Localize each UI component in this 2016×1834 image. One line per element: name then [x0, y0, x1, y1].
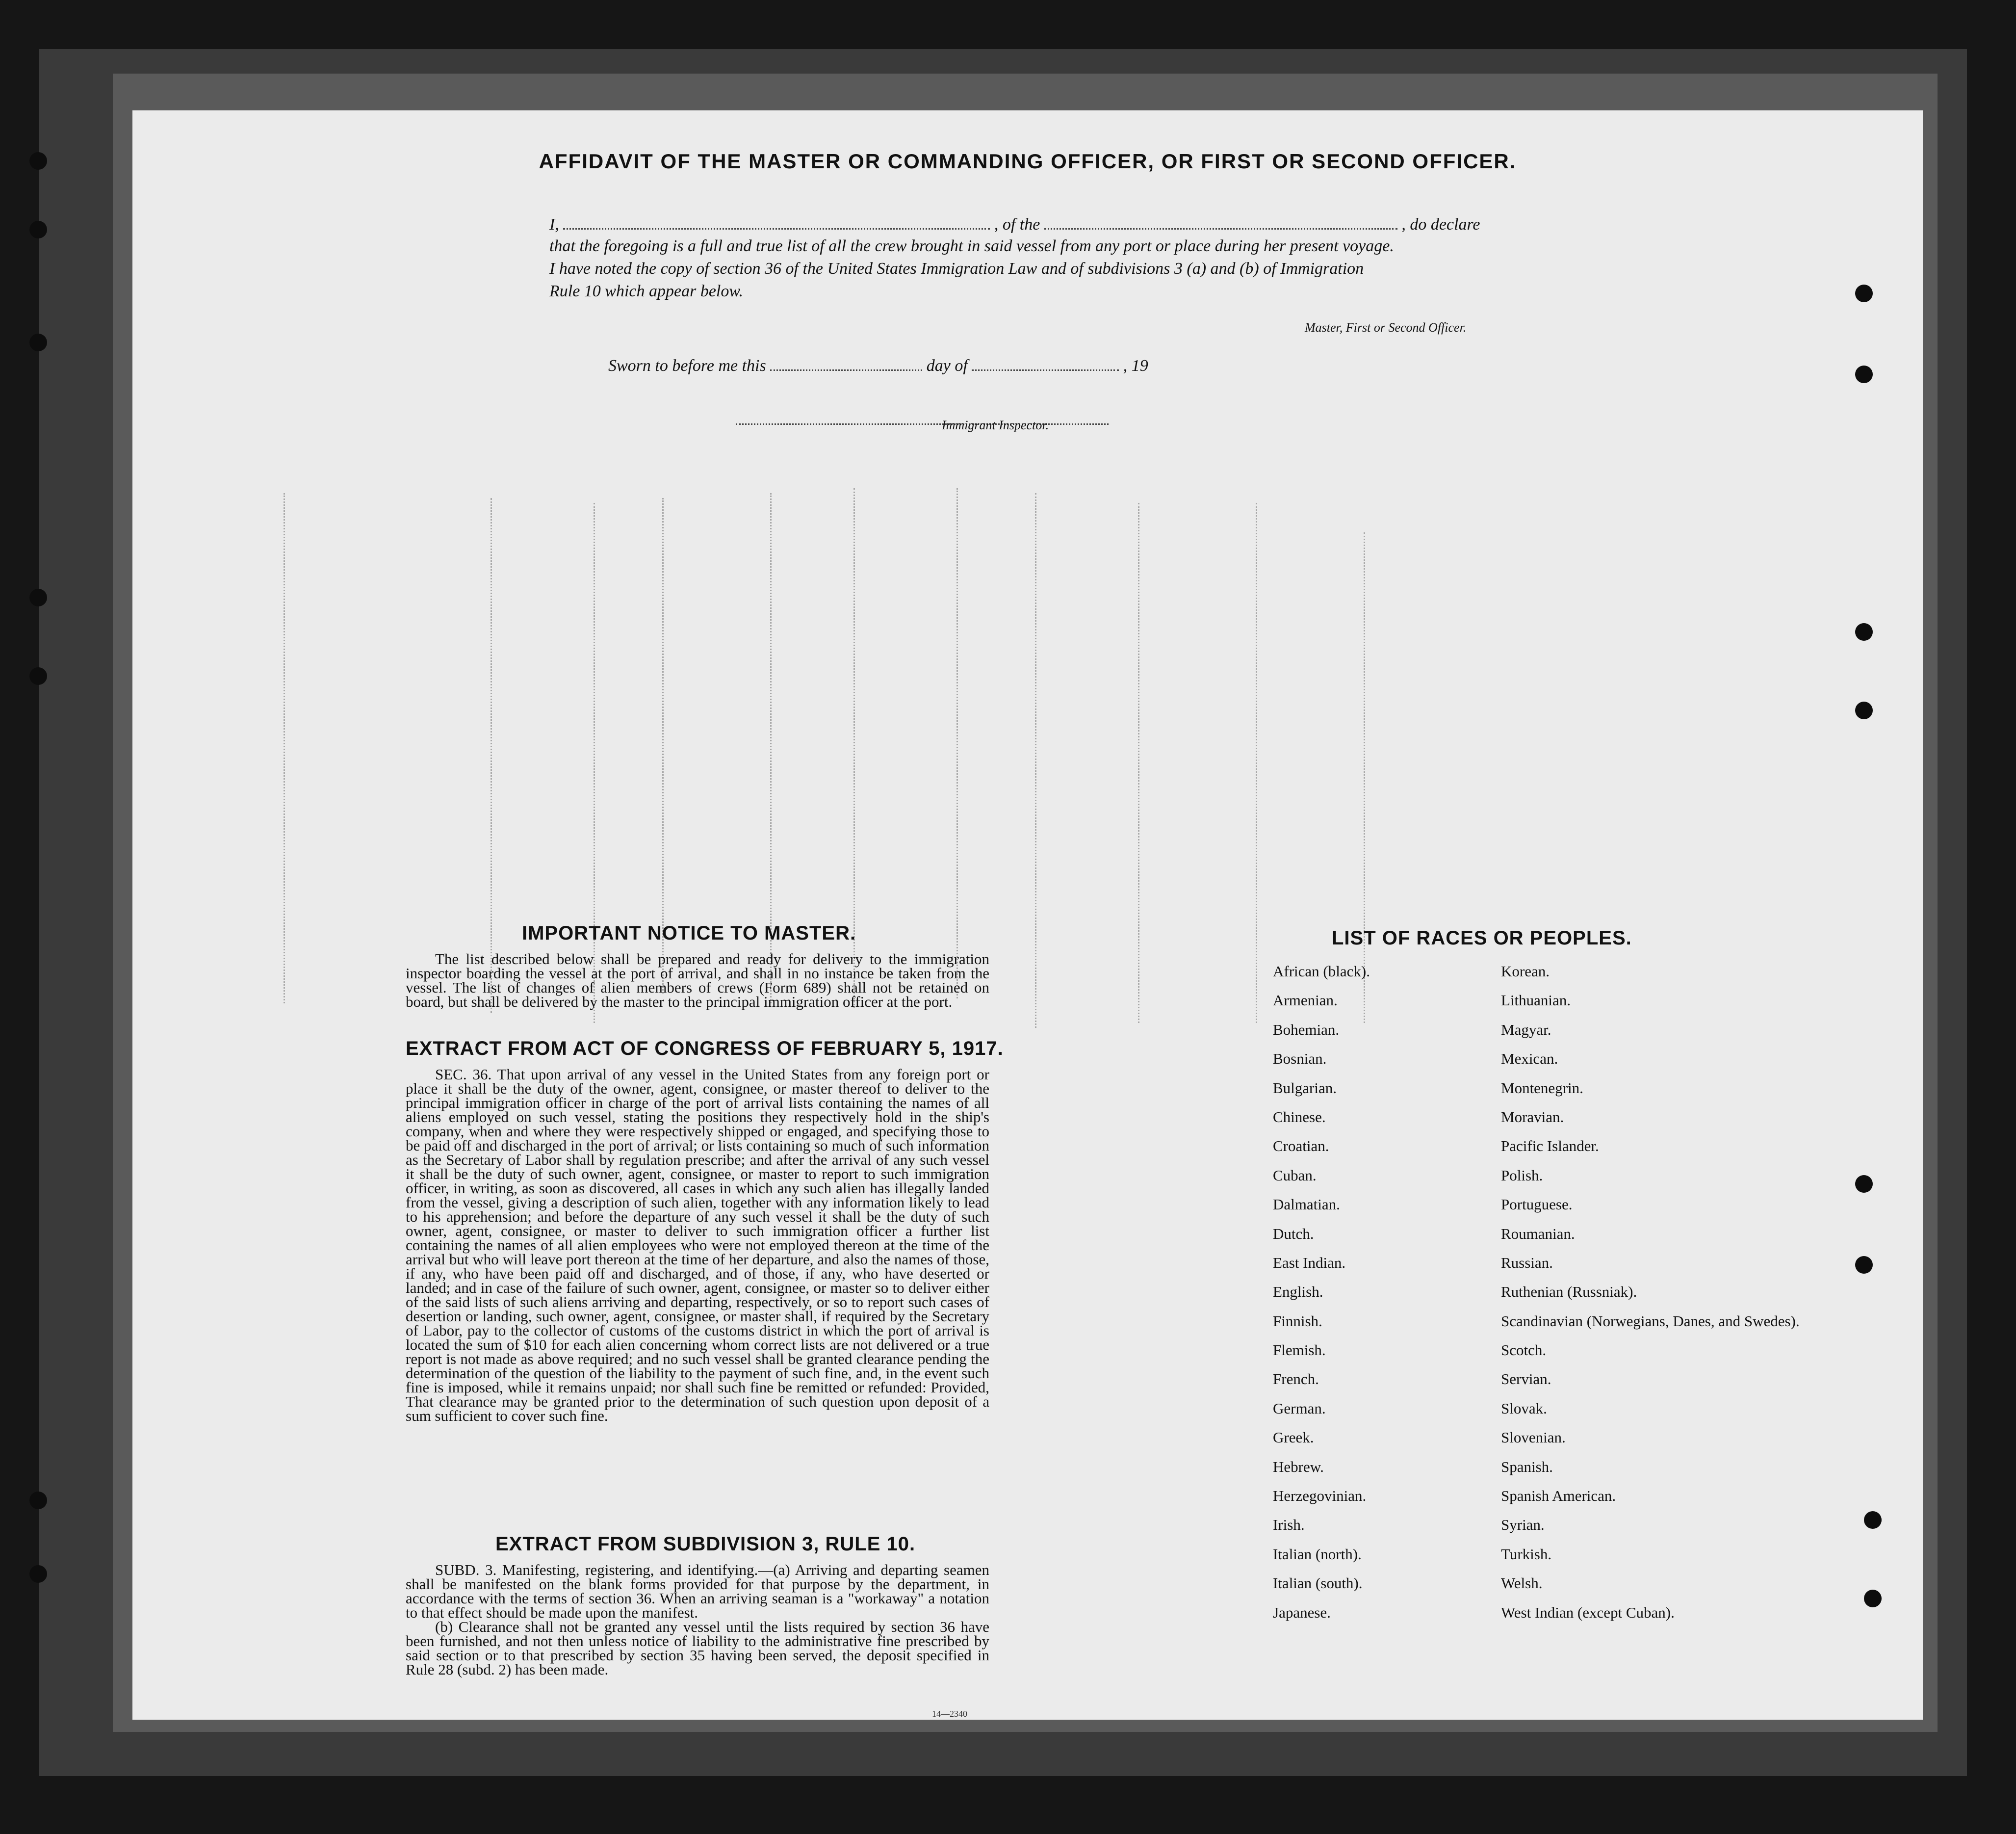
- race-item: English.: [1273, 1283, 1323, 1301]
- race-item: Servian.: [1501, 1370, 1551, 1388]
- race-item: Japanese.: [1273, 1603, 1331, 1621]
- notice-paragraph: The list described below shall be prepared and ready for delivery to the immigration inspector boarding the vessel at the port of arrival, and shall in no instance be taken from the vessel. The list of changes of alien members of crews (Form 689) shall not be retained on board, but shall be delivered by the master to the principal immigration officer at the port.: [406, 950, 989, 1010]
- affidavit-of-the-label: , of the: [994, 215, 1040, 234]
- race-item: Lithuanian.: [1501, 992, 1571, 1009]
- race-item: Slovak.: [1501, 1399, 1547, 1417]
- race-item: Spanish American.: [1501, 1487, 1616, 1505]
- day-of-label: day of: [926, 357, 968, 375]
- binder-hole: [29, 589, 47, 606]
- rule-title: EXTRACT FROM SUBDIVISION 3, RULE 10.: [495, 1533, 916, 1555]
- affidavit-line-3: I have noted the copy of section 36 of the United States Immigration Law and of subdivisions 3 (a) and (b) of Immigration: [549, 260, 1364, 278]
- binder-hole: [29, 334, 47, 351]
- race-item: Mexican.: [1501, 1050, 1558, 1068]
- race-item: Ruthenian (Russniak).: [1501, 1283, 1637, 1301]
- binder-hole: [1855, 702, 1873, 719]
- race-item: Greek.: [1273, 1429, 1314, 1446]
- binder-hole: [29, 1565, 47, 1583]
- race-item: West Indian (except Cuban).: [1501, 1603, 1675, 1621]
- affidavit-i-label: I,: [549, 215, 559, 234]
- binder-hole: [29, 221, 47, 238]
- race-item: Croatian.: [1273, 1137, 1329, 1155]
- races-title: LIST OF RACES OR PEOPLES.: [1332, 927, 1632, 949]
- race-item: Bohemian.: [1273, 1021, 1340, 1038]
- affidavit-line-4: Rule 10 which appear below.: [549, 282, 744, 300]
- race-item: Magyar.: [1501, 1021, 1551, 1038]
- affidavit-title: AFFIDAVIT OF THE MASTER OR COMMANDING OFFICER, OR FIRST OR SECOND OFFICER.: [539, 150, 1517, 173]
- notice-title: IMPORTANT NOTICE TO MASTER.: [522, 922, 856, 944]
- inspector-signature-line[interactable]: [736, 410, 1109, 425]
- race-item: Italian (north).: [1273, 1545, 1362, 1563]
- race-item: French.: [1273, 1370, 1319, 1388]
- race-item: Finnish.: [1273, 1312, 1322, 1330]
- race-item: German.: [1273, 1399, 1326, 1417]
- race-item: Herzegovinian.: [1273, 1487, 1367, 1505]
- binder-hole: [1855, 366, 1873, 383]
- binder-hole: [1864, 1590, 1882, 1607]
- race-item: Korean.: [1501, 963, 1550, 980]
- binder-hole: [1855, 1175, 1873, 1193]
- sworn-label: Sworn to before me this: [608, 357, 766, 375]
- affidavit-line-2: that the foregoing is a full and true list of all the crew brought in said vessel from any port or place during her present voyage.: [549, 237, 1394, 255]
- race-item: Chinese.: [1273, 1108, 1326, 1126]
- form-number: 14—2340: [932, 1709, 967, 1719]
- race-item: Bosnian.: [1273, 1050, 1327, 1068]
- race-item: Dalmatian.: [1273, 1196, 1340, 1213]
- race-item: Dutch.: [1273, 1225, 1314, 1242]
- sworn-line: [608, 356, 1148, 375]
- binder-hole: [1864, 1511, 1882, 1529]
- race-item: Cuban.: [1273, 1166, 1317, 1184]
- inspector-signature-label: Immigrant Inspector.: [942, 418, 1049, 432]
- rule-paragraph-b: (b) Clearance shall not be granted any vessel until the lists required by section 36 have been furnished, and not then unless notice of liability to the administrative fine prescribed by said section or to that prescribed by section 35 having been served, the deposit specified in Rule 28 (subd. 2) has been made.: [406, 1618, 989, 1678]
- affidavit-do-declare-label: , do declare: [1401, 215, 1480, 234]
- binder-hole: [1855, 285, 1873, 302]
- notice-text: [406, 952, 989, 1009]
- vessel-name-field[interactable]: [1044, 214, 1397, 230]
- race-item: Syrian.: [1501, 1516, 1545, 1534]
- sworn-day-field[interactable]: [770, 356, 922, 371]
- race-item: Portuguese.: [1501, 1196, 1573, 1213]
- race-item: Slovenian.: [1501, 1429, 1566, 1446]
- race-item: Moravian.: [1501, 1108, 1564, 1126]
- race-item: Hebrew.: [1273, 1458, 1324, 1475]
- act-text: [406, 1067, 989, 1423]
- rule-paragraph-a: SUBD. 3. Manifesting, registering, and identifying.—(a) Arriving and departing seamen shall be manifested on the blank forms provided for that purpose by the department, in accordance with the terms of section 36. When an arriving seaman is a "workaway" a notation to that effect should be made upon the manifest.: [406, 1561, 989, 1621]
- race-item: Turkish.: [1501, 1545, 1552, 1563]
- act-paragraph: SEC. 36. That upon arrival of any vessel in the United States from any foreign port or place it shall be the duty of the owner, agent, consignee, or master thereof to deliver to the principal immigration officer in charge of the port of arrival lists containing the names of all aliens employed on such vessel, stating the positions they respectively hold in the ship's company, when and where they were respectively shipped or engaged, and specifying those to be paid off and discharged in the port of arrival; or lists containing so much of such information as the Secretary of Labor shall by regulation prescribe; and after the arrival of any such vessel it shall be the duty of such owner, agent, consignee, or master to report to such immigration officer, in writing, as soon as discovered, all cases in which any such alien has illegally landed from the vessel, giving a description of such alien, together with any information likely to lead to his apprehension; and before the departure of any such vessel it shall be the duty of such owner, agent, consignee, or master to deliver to such immigration officer a further list containing the names of all alien employees who were not employed thereon at the time of the arrival but who will leave port thereon at the time of her departure, and also the names of those, if any, who have been paid off and discharged, and of those, if any, who have deserted or landed; and in case of the failure of such owner, agent, consignee, or master so to deliver either of the said lists of such aliens arriving and departing, respectively, or so to report such cases of desertion or landing, such owner, agent, consignee, or master shall, if required by the Secretary of Labor, pay to the collector of customs of the customs district in which the port of arrival is located the sum of $10 for each alien concerning whom correct lists are not delivered or a true report is not made as above required; and no such vessel shall be granted clearance pending the determination of the question of the liability to the payment of such fine, and, in the event such fine is imposed, while it remains unpaid; nor shall such fine be remitted or refunded: Provided, That clearance may be granted prior to the determination of such question upon deposit of a sum sufficient to cover such fine.: [406, 1066, 989, 1424]
- race-item: East Indian.: [1273, 1254, 1346, 1271]
- races-right-column: [1501, 964, 1800, 1634]
- race-item: Flemish.: [1273, 1341, 1326, 1359]
- race-item: Polish.: [1501, 1166, 1543, 1184]
- binder-hole: [1855, 623, 1873, 641]
- master-name-field[interactable]: [563, 214, 990, 230]
- race-item: African (black).: [1273, 963, 1370, 980]
- binder-hole: [29, 152, 47, 170]
- race-item: Roumanian.: [1501, 1225, 1575, 1242]
- race-item: Irish.: [1273, 1516, 1305, 1534]
- manifest-page-back: [132, 110, 1923, 1720]
- master-signature-label: Master, First or Second Officer.: [1305, 320, 1467, 335]
- race-item: Italian (south).: [1273, 1574, 1363, 1592]
- affidavit-declaration-line: [549, 214, 1480, 234]
- binder-hole: [29, 1492, 47, 1509]
- race-item: Pacific Islander.: [1501, 1137, 1599, 1155]
- races-left-column: [1273, 964, 1370, 1634]
- act-title: EXTRACT FROM ACT OF CONGRESS OF FEBRUARY 5, 1917.: [406, 1038, 1004, 1059]
- binder-hole: [1855, 1256, 1873, 1274]
- race-item: Scotch.: [1501, 1341, 1547, 1359]
- race-item: Spanish.: [1501, 1458, 1553, 1475]
- sworn-month-field[interactable]: [972, 356, 1119, 371]
- race-item: Bulgarian.: [1273, 1079, 1337, 1097]
- binder-hole: [29, 667, 47, 685]
- year-label: , 19: [1123, 357, 1148, 375]
- race-item: Russian.: [1501, 1254, 1553, 1271]
- rule-text: [406, 1563, 989, 1677]
- race-item: Scandinavian (Norwegians, Danes, and Swedes).: [1501, 1312, 1800, 1330]
- race-item: Armenian.: [1273, 992, 1338, 1009]
- races-list: [1273, 963, 1800, 1651]
- race-item: Montenegrin.: [1501, 1079, 1583, 1097]
- race-item: Welsh.: [1501, 1574, 1543, 1592]
